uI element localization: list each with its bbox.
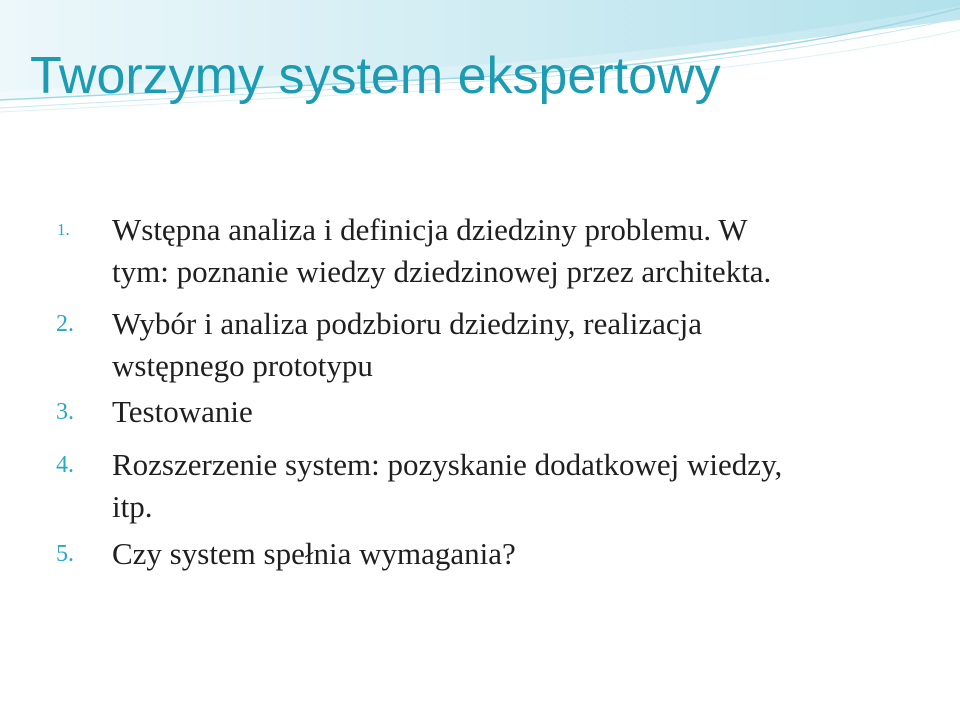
slide-title: Tworzymy system ekspertowy bbox=[30, 47, 721, 105]
list-text-5-line-1: Czy system spełnia wymagania? bbox=[112, 536, 516, 571]
list-text-1 bbox=[112, 209, 912, 293]
list-text-2-line-1: Wybór i analiza podzbioru dziedziny, realizacja bbox=[112, 306, 702, 341]
list-text-3-line-1: Testowanie bbox=[112, 394, 253, 429]
list-number-4: 4. bbox=[56, 452, 74, 478]
list-number-3: 3. bbox=[56, 399, 74, 425]
list-text-2 bbox=[112, 303, 912, 387]
list-text-4 bbox=[112, 444, 912, 528]
list-text-1-line-2: tym: poznanie wiedzy dziedzinowej przez architekta. bbox=[112, 254, 772, 289]
list-text-2-line-2: wstępnego prototypu bbox=[112, 348, 373, 383]
list-number-2: 2. bbox=[56, 311, 74, 337]
list-text-4-line-2: itp. bbox=[112, 489, 153, 524]
list-text-1-line-1: Wstępna analiza i definicja dziedziny problemu. W bbox=[112, 212, 748, 247]
list-text-5 bbox=[112, 533, 912, 575]
list-text-3 bbox=[112, 391, 912, 433]
list-number-1: 1. bbox=[57, 220, 70, 239]
list-text-4-line-1: Rozszerzenie system: pozyskanie dodatkowej wiedzy, bbox=[112, 447, 783, 482]
list-number-5: 5. bbox=[56, 541, 74, 567]
